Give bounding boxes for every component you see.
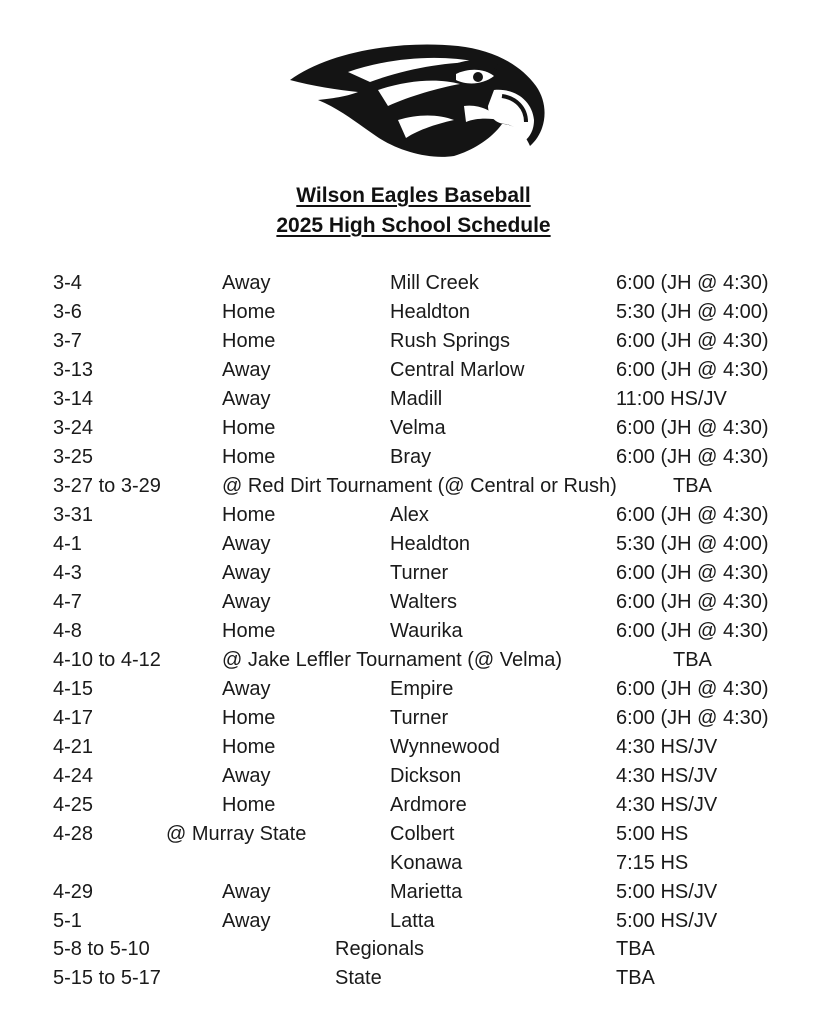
schedule-row: [0, 823, 827, 852]
game-location: Away: [222, 910, 271, 932]
game-time: 5:00 HS: [616, 823, 689, 845]
game-location: Away: [222, 562, 271, 584]
game-date: 4-21: [53, 736, 94, 758]
schedule-row: [0, 707, 827, 736]
game-date: 5-15 to 5-17: [53, 967, 161, 989]
game-date: 3-14: [53, 388, 94, 410]
game-time: 6:00 (JH @ 4:30): [616, 678, 769, 700]
game-opponent: Latta: [390, 910, 435, 932]
schedule-row: [0, 765, 827, 794]
game-time: 5:00 HS/JV: [616, 881, 718, 903]
schedule-row: [0, 388, 827, 417]
schedule-row: [0, 272, 827, 301]
game-date: 5-1: [53, 910, 82, 932]
game-location: Away: [222, 591, 271, 613]
game-date: 3-27 to 3-29: [53, 475, 161, 497]
game-opponent: Mill Creek: [390, 272, 479, 294]
game-time: 5:30 (JH @ 4:00): [616, 301, 769, 323]
game-opponent: Waurika: [390, 620, 463, 642]
tournament-row: [0, 649, 827, 678]
game-time: 6:00 (JH @ 4:30): [616, 620, 769, 642]
game-date: 3-7: [53, 330, 82, 352]
game-location: Home: [222, 417, 276, 439]
game-opponent: Colbert: [390, 823, 455, 845]
game-opponent: Central Marlow: [390, 359, 525, 381]
game-time: 7:15 HS: [616, 852, 689, 874]
game-time: 5:00 HS/JV: [616, 910, 718, 932]
schedule-row: [0, 533, 827, 562]
schedule-row: [0, 736, 827, 765]
game-time: 6:00 (JH @ 4:30): [616, 707, 769, 729]
game-time: 6:00 (JH @ 4:30): [616, 591, 769, 613]
game-time: 6:00 (JH @ 4:30): [616, 417, 769, 439]
game-time: 4:30 HS/JV: [616, 794, 718, 816]
game-time: 6:00 (JH @ 4:30): [616, 504, 769, 526]
schedule-row: [0, 678, 827, 707]
game-date: 4-10 to 4-12: [53, 649, 161, 671]
game-location: Away: [222, 765, 271, 787]
game-date: 4-15: [53, 678, 94, 700]
game-location: Away: [222, 272, 271, 294]
schedule-row: [0, 446, 827, 475]
game-location: Home: [222, 794, 276, 816]
game-location: Home: [222, 707, 276, 729]
game-date: 3-4: [53, 272, 82, 294]
schedule-row: [0, 881, 827, 910]
schedule-row: [0, 967, 827, 996]
tournament-name: @ Jake Leffler Tournament (@ Velma): [222, 649, 563, 671]
game-time: TBA: [673, 475, 712, 497]
schedule-row: [0, 852, 827, 881]
game-date: 3-13: [53, 359, 94, 381]
schedule-row: [0, 591, 827, 620]
schedule-row: [0, 562, 827, 591]
game-date: 4-1: [53, 533, 82, 555]
game-time: 4:30 HS/JV: [616, 736, 718, 758]
game-date: 3-24: [53, 417, 94, 439]
game-date: 4-29: [53, 881, 94, 903]
game-opponent: Madill: [390, 388, 443, 410]
schedule-row: [0, 910, 827, 939]
game-date: 4-7: [53, 591, 82, 613]
game-location: State: [335, 967, 382, 989]
game-location: Away: [222, 678, 271, 700]
schedule-row: [0, 620, 827, 649]
game-opponent: Ardmore: [390, 794, 467, 816]
game-opponent: Konawa: [390, 852, 463, 874]
game-location: @ Murray State: [166, 823, 307, 845]
game-date: 5-8 to 5-10: [53, 938, 150, 960]
page-title: Wilson Eagles Baseball: [296, 184, 531, 207]
schedule-row: [0, 417, 827, 446]
schedule-row: [0, 504, 827, 533]
game-time: 6:00 (JH @ 4:30): [616, 330, 769, 352]
schedule-row: [0, 794, 827, 823]
game-time: 6:00 (JH @ 4:30): [616, 272, 769, 294]
game-opponent: Bray: [390, 446, 432, 468]
game-date: 4-25: [53, 794, 94, 816]
game-time: 4:30 HS/JV: [616, 765, 718, 787]
game-location: Away: [222, 359, 271, 381]
game-opponent: Healdton: [390, 533, 471, 555]
eagle-head-icon: [288, 40, 550, 160]
game-date: 4-24: [53, 765, 94, 787]
game-date: 4-17: [53, 707, 94, 729]
game-opponent: Velma: [390, 417, 446, 439]
game-opponent: Dickson: [390, 765, 462, 787]
schedule-row: [0, 301, 827, 330]
game-opponent: Rush Springs: [390, 330, 511, 352]
page-subtitle: 2025 High School Schedule: [276, 214, 551, 237]
game-location: Away: [222, 533, 271, 555]
tournament-name: @ Red Dirt Tournament (@ Central or Rush): [222, 475, 617, 497]
game-date: 4-28: [53, 823, 94, 845]
game-time: 6:00 (JH @ 4:30): [616, 562, 769, 584]
schedule-row: [0, 938, 827, 967]
game-opponent: Walters: [390, 591, 458, 613]
game-location: Home: [222, 301, 276, 323]
schedule-row: [0, 359, 827, 388]
game-location: Home: [222, 504, 276, 526]
game-date: 4-3: [53, 562, 82, 584]
game-date: 3-25: [53, 446, 94, 468]
game-location: Away: [222, 388, 271, 410]
game-opponent: Healdton: [390, 301, 471, 323]
game-time: TBA: [616, 967, 655, 989]
game-opponent: Alex: [390, 504, 429, 526]
game-opponent: Marietta: [390, 881, 463, 903]
game-opponent: Wynnewood: [390, 736, 500, 758]
game-opponent: Turner: [390, 562, 449, 584]
game-time: TBA: [616, 938, 655, 960]
game-date: 3-6: [53, 301, 82, 323]
game-location: Home: [222, 620, 276, 642]
game-time: 11:00 HS/JV: [616, 388, 727, 410]
schedule-row: [0, 330, 827, 359]
game-location: Home: [222, 330, 276, 352]
game-location: Home: [222, 446, 276, 468]
game-location: Regionals: [335, 938, 424, 960]
game-time: TBA: [673, 649, 712, 671]
game-location: Home: [222, 736, 276, 758]
game-opponent: Empire: [390, 678, 454, 700]
game-time: 5:30 (JH @ 4:00): [616, 533, 769, 555]
game-time: 6:00 (JH @ 4:30): [616, 446, 769, 468]
game-opponent: Turner: [390, 707, 449, 729]
game-location: Away: [222, 881, 271, 903]
game-date: 4-8: [53, 620, 82, 642]
tournament-row: [0, 475, 827, 504]
game-date: 3-31: [53, 504, 94, 526]
game-time: 6:00 (JH @ 4:30): [616, 359, 769, 381]
